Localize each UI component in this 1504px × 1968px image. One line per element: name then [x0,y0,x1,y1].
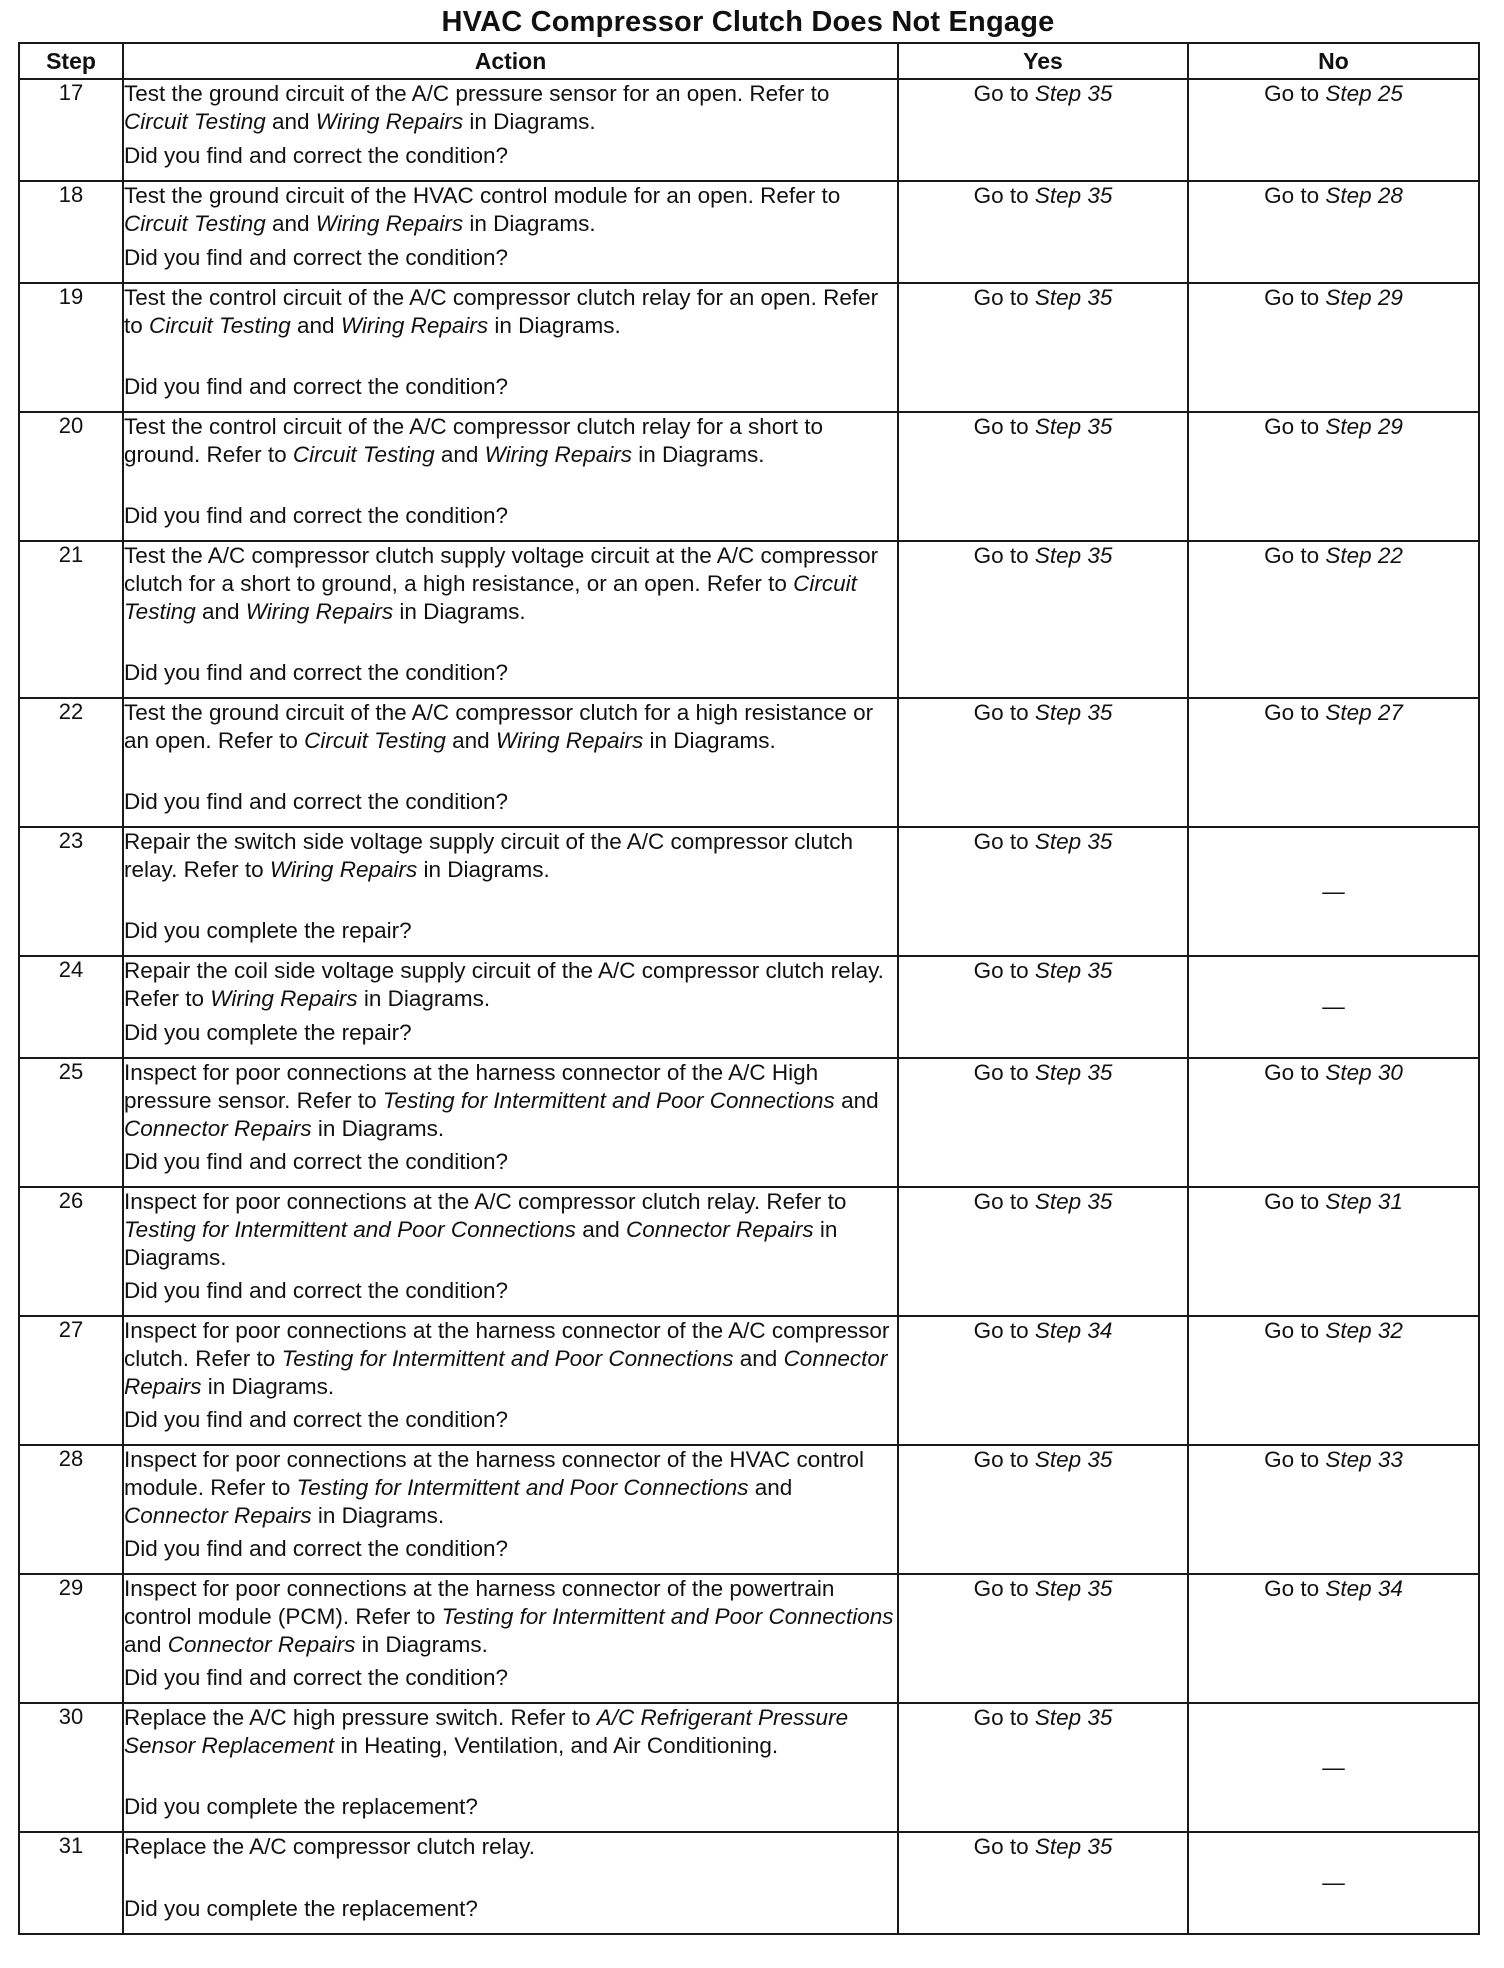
action-text: and [124,1632,168,1657]
no-cell [1188,956,1479,1058]
reference-link: Wiring Repairs [210,986,358,1011]
goto-step-reference: Step 35 [1034,81,1113,106]
action-question: Did you find and correct the condition? [124,789,508,814]
action-cell [123,1316,898,1445]
goto-step-reference: Step 34 [1034,1318,1113,1343]
step-number: 26 [19,1187,123,1316]
reference-link: Wiring Repairs [495,728,644,753]
action-text: Inspect for poor connections at the harness connector of the HVAC control module. Refer to [124,1447,864,1500]
table-row [19,1316,1479,1445]
yes-cell [898,541,1188,698]
action-cell [123,181,898,283]
action-description [124,957,897,1013]
no-cell [1188,1058,1479,1187]
table-row [19,1832,1479,1934]
goto-step-reference: Step 29 [1325,414,1403,439]
goto-step-reference: Step 25 [1325,81,1403,106]
goto-prefix: Go to [973,1189,1035,1214]
goto-step-reference: Step 35 [1034,1834,1113,1859]
goto-step-reference: Step 30 [1325,1060,1403,1085]
action-text: Inspect for poor connections at the harness connector of the powertrain control module (PCM). Refer to [124,1576,835,1629]
goto-step-reference: Step 35 [1034,1060,1113,1085]
goto-step-reference: Step 35 [1034,285,1113,310]
reference-link: Connector Repairs [167,1632,356,1657]
goto-prefix: Go to [1264,414,1326,439]
step-number: 25 [19,1058,123,1187]
action-question: Did you find and correct the condition? [124,503,508,528]
goto-step-reference: Step 35 [1034,958,1113,983]
action-text: and [575,1217,626,1242]
action-text: Replace the A/C compressor clutch relay. [124,1834,536,1859]
action-description [124,1833,897,1861]
table-row [19,1058,1479,1187]
goto-prefix: Go to [973,1834,1035,1859]
action-description [124,1188,897,1272]
action-question: Did you find and correct the condition? [124,143,508,168]
action-text: Inspect for poor connections at the harness connector of the A/C compressor clutch. Refer to [124,1318,890,1371]
reference-link: Testing for Intermittent and Poor Connections [281,1346,734,1371]
step-number: 21 [19,541,123,698]
action-text: Test the ground circuit of the A/C compressor clutch for a high resistance or an open. Refer to [124,700,874,753]
yes-cell [898,1832,1188,1934]
action-question: Did you find and correct the condition? [124,1536,508,1561]
reference-link: Connector Repairs [124,1346,888,1399]
action-cell [123,827,898,956]
reference-link: Connector Repairs [124,1116,312,1141]
no-cell [1188,412,1479,541]
goto-step-reference: Step 27 [1325,700,1403,725]
goto-prefix: Go to [1264,1318,1326,1343]
table-row [19,827,1479,956]
goto-prefix: Go to [1264,700,1326,725]
reference-link: Wiring Repairs [269,857,418,882]
no-cell [1188,1316,1479,1445]
action-text: Test the ground circuit of the HVAC control module for an open. Refer to [124,183,841,208]
goto-prefix: Go to [973,1705,1035,1730]
action-text: in Diagrams. [393,599,526,624]
goto-prefix: Go to [973,285,1035,310]
goto-prefix: Go to [973,81,1035,106]
action-text: in Diagrams. [463,109,596,134]
page-title: HVAC Compressor Clutch Does Not Engage [441,6,1055,38]
action-description [124,80,897,136]
reference-link: Wiring Repairs [340,313,489,338]
step-number: 22 [19,698,123,827]
goto-prefix: Go to [973,183,1035,208]
yes-cell [898,1703,1188,1832]
action-cell [123,412,898,541]
yes-cell [898,956,1188,1058]
table-row [19,698,1479,827]
action-cell [123,1832,898,1934]
reference-link: Wiring Repairs [315,109,464,134]
goto-step-reference: Step 35 [1034,414,1113,439]
goto-prefix: Go to [1264,1060,1326,1085]
action-text: in Diagrams. [124,1217,838,1270]
action-question: Did you find and correct the condition? [124,660,508,685]
step-number: 28 [19,1445,123,1574]
action-text: and [195,599,246,624]
header-no: No [1188,43,1479,79]
action-description [124,284,897,340]
action-text: Test the control circuit of the A/C compressor clutch relay for an open. Refer to [124,285,879,338]
action-cell [123,1058,898,1187]
action-description [124,1446,897,1530]
action-question: Did you complete the replacement? [124,1896,478,1921]
goto-prefix: Go to [1264,1447,1326,1472]
action-question: Did you find and correct the condition? [124,1665,508,1690]
action-text: in Diagrams. [357,986,491,1011]
diagnostic-table [18,42,1480,1935]
reference-link: Circuit Testing [292,442,435,467]
yes-cell [898,79,1188,181]
goto-prefix: Go to [973,1447,1035,1472]
action-text: in Diagrams. [631,442,765,467]
reference-link: Wiring Repairs [315,211,464,236]
action-text: and [290,313,341,338]
step-number: 31 [19,1832,123,1934]
action-cell [123,1703,898,1832]
yes-cell [898,181,1188,283]
action-text: Replace the A/C high pressure switch. Refer to [124,1705,597,1730]
goto-step-reference: Step 35 [1034,829,1113,854]
action-text: and [748,1475,793,1500]
goto-step-reference: Step 32 [1325,1318,1403,1343]
goto-prefix: Go to [973,543,1035,568]
table-row [19,412,1479,541]
action-text: and [733,1346,784,1371]
goto-step-reference: Step 22 [1325,543,1403,568]
action-cell [123,698,898,827]
no-cell [1188,79,1479,181]
action-text: and [445,728,496,753]
action-text: Repair the coil side voltage supply circuit of the A/C compressor clutch relay. Refer to [124,958,884,1011]
reference-link: Testing for Intermittent and Poor Connections [382,1088,835,1113]
action-description [124,1317,897,1401]
action-description [124,828,897,884]
table-row [19,1703,1479,1832]
action-question: Did you complete the repair? [124,918,412,943]
yes-cell [898,283,1188,412]
yes-cell [898,698,1188,827]
goto-prefix: Go to [973,700,1035,725]
not-applicable-dash: — [1322,994,1345,1019]
table-row [19,181,1479,283]
table-row [19,79,1479,181]
not-applicable-dash: — [1322,878,1345,904]
action-question: Did you find and correct the condition? [124,374,508,399]
goto-prefix: Go to [1264,183,1326,208]
goto-step-reference: Step 34 [1325,1576,1403,1601]
goto-prefix: Go to [1264,285,1326,310]
goto-prefix: Go to [1264,81,1326,106]
reference-link: Testing for Intermittent and Poor Connections [441,1604,894,1629]
goto-step-reference: Step 35 [1034,1189,1113,1214]
action-description [124,542,897,626]
table-row [19,1445,1479,1574]
no-cell [1188,1574,1479,1703]
action-text: in Diagrams. [311,1116,445,1141]
no-cell [1188,283,1479,412]
step-number: 30 [19,1703,123,1832]
no-cell [1188,1187,1479,1316]
action-text: Test the control circuit of the A/C compressor clutch relay for a short to ground. Refer to [124,414,824,467]
action-cell [123,1574,898,1703]
yes-cell [898,1187,1188,1316]
no-cell [1188,541,1479,698]
goto-prefix: Go to [1264,543,1326,568]
no-cell [1188,827,1479,956]
reference-link: Circuit Testing [304,728,446,753]
yes-cell [898,1445,1188,1574]
goto-prefix: Go to [973,1576,1035,1601]
action-text: and [834,1088,879,1113]
goto-prefix: Go to [973,1318,1035,1343]
goto-prefix: Go to [973,414,1035,439]
action-cell [123,283,898,412]
no-cell [1188,1703,1479,1832]
table-header-row [19,43,1479,79]
goto-step-reference: Step 33 [1325,1447,1403,1472]
action-question: Did you complete the repair? [124,1020,412,1045]
step-number: 18 [19,181,123,283]
header-action: Action [123,43,898,79]
action-text: and [434,442,485,467]
action-text: in Diagrams. [311,1503,445,1528]
reference-link: A/C Refrigerant Pressure Sensor Replacement [124,1705,849,1758]
table-row [19,541,1479,698]
action-question: Did you find and correct the condition? [124,1407,508,1432]
action-description [124,1704,897,1760]
goto-step-reference: Step 35 [1034,183,1113,208]
reference-link: Circuit Testing [124,211,266,236]
reference-link: Circuit Testing [149,313,291,338]
yes-cell [898,1574,1188,1703]
goto-step-reference: Step 29 [1325,285,1403,310]
action-text: and [265,211,316,236]
table-row [19,1574,1479,1703]
action-cell [123,1445,898,1574]
no-cell [1188,698,1479,827]
reference-link: Connector Repairs [124,1503,312,1528]
goto-prefix: Go to [1264,1189,1326,1214]
action-question: Did you find and correct the condition? [124,245,508,270]
goto-step-reference: Step 35 [1034,1447,1113,1472]
action-question: Did you find and correct the condition? [124,1149,508,1174]
reference-link: Wiring Repairs [484,442,632,467]
goto-step-reference: Step 35 [1034,700,1113,725]
table-row [19,1187,1479,1316]
action-text: and [265,109,316,134]
reference-link: Circuit Testing [124,571,857,624]
goto-prefix: Go to [973,1060,1035,1085]
yes-cell [898,412,1188,541]
goto-step-reference: Step 35 [1034,1576,1113,1601]
step-number: 29 [19,1574,123,1703]
step-number: 19 [19,283,123,412]
action-text: in Diagrams. [643,728,776,753]
action-text: Inspect for poor connections at the A/C compressor clutch relay. Refer to [124,1189,847,1214]
action-text: in Heating, Ventilation, and Air Conditioning. [334,1733,779,1758]
table-body [19,79,1479,1934]
goto-step-reference: Step 28 [1325,183,1403,208]
action-question: Did you complete the replacement? [124,1794,478,1819]
goto-prefix: Go to [1264,1576,1326,1601]
action-cell [123,541,898,698]
reference-link: Connector Repairs [625,1217,814,1242]
goto-prefix: Go to [973,958,1035,983]
action-text: Test the ground circuit of the A/C pressure sensor for an open. Refer to [124,81,830,106]
reference-link: Wiring Repairs [245,599,394,624]
action-text: Repair the switch side voltage supply circuit of the A/C compressor clutch relay. Refer to [124,829,854,882]
step-number: 24 [19,956,123,1058]
header-yes: Yes [898,43,1188,79]
step-number: 27 [19,1316,123,1445]
action-text: in Diagrams. [201,1374,335,1399]
yes-cell [898,1058,1188,1187]
not-applicable-dash: — [1322,1870,1345,1895]
header-step: Step [19,43,123,79]
no-cell [1188,1445,1479,1574]
action-description [124,699,897,755]
yes-cell [898,827,1188,956]
action-text: in Diagrams. [355,1632,488,1657]
action-cell [123,956,898,1058]
reference-link: Circuit Testing [124,109,266,134]
yes-cell [898,1316,1188,1445]
action-description [124,1575,897,1659]
action-text: Test the A/C compressor clutch supply voltage circuit at the A/C compressor clutch for a short to ground, a high resistance, or an open. Refer to [124,543,879,596]
action-question: Did you find and correct the condition? [124,1278,508,1303]
goto-step-reference: Step 35 [1034,543,1113,568]
not-applicable-dash: — [1322,1754,1345,1780]
step-number: 20 [19,412,123,541]
step-number: 17 [19,79,123,181]
action-description [124,1059,897,1143]
no-cell [1188,181,1479,283]
action-text: in Diagrams. [417,857,550,882]
action-text: in Diagrams. [463,211,596,236]
goto-step-reference: Step 31 [1325,1189,1403,1214]
action-description [124,182,897,238]
goto-step-reference: Step 35 [1034,1705,1113,1730]
goto-prefix: Go to [973,829,1035,854]
no-cell [1188,1832,1479,1934]
action-description [124,413,897,469]
action-text: in Diagrams. [488,313,621,338]
reference-link: Testing for Intermittent and Poor Connections [296,1475,749,1500]
action-text: Inspect for poor connections at the harness connector of the A/C High pressure sensor. Refer to [124,1060,819,1113]
action-cell [123,1187,898,1316]
table-row [19,283,1479,412]
step-number: 23 [19,827,123,956]
action-cell [123,79,898,181]
reference-link: Testing for Intermittent and Poor Connections [124,1217,576,1242]
table-row [19,956,1479,1058]
